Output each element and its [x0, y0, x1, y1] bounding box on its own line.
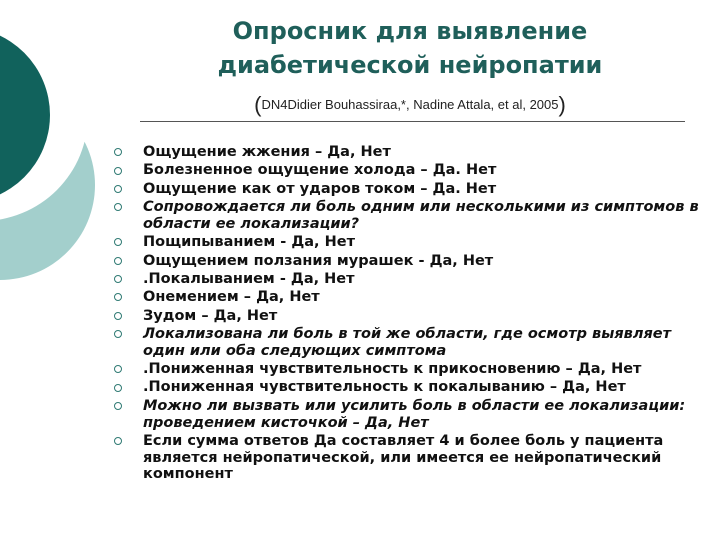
circle-bullet-icon [114, 402, 122, 410]
list-item: .Пониженная чувствительность к прикосновению – Да, Нет [110, 361, 710, 378]
decorative-corner-shapes [0, 0, 120, 300]
circle-bullet-icon [114, 437, 122, 445]
citation-open-paren: ( [254, 92, 262, 117]
list-item: Ощущение жжения – Да, Нет [110, 144, 710, 161]
circle-bullet-icon [114, 185, 122, 193]
list-item: Пощипыванием - Да, Нет [110, 234, 710, 251]
circle-bullet-icon [114, 312, 122, 320]
title-divider [140, 121, 685, 122]
list-item: Зудом – Да, Нет [110, 308, 710, 325]
citation-text: DN4Didier Bouhassiraa,*, Nadine Attala, et al, 2005 [261, 97, 559, 112]
list-item: Онемением – Да, Нет [110, 289, 710, 306]
list-item-summary: Если сумма ответов Да составляет 4 и более боль у пациента является нейропатической, или имеется ее нейропатический компонент [110, 433, 710, 483]
questionnaire-list [110, 144, 710, 485]
list-item: Ощущение как от ударов током – Да. Нет [110, 181, 710, 198]
list-item-question: Сопровождается ли боль одним или несколькими из симптомов в области ее локализации? [110, 199, 710, 233]
circle-bullet-icon [114, 203, 122, 211]
title-block [140, 14, 680, 118]
circle-bullet-icon [114, 384, 122, 392]
circle-bullet-icon [114, 330, 122, 338]
list-item: Болезненное ощущение холода – Да. Нет [110, 162, 710, 179]
circle-bullet-icon [114, 238, 122, 246]
circle-bullet-icon [114, 257, 122, 265]
list-item-question: Локализована ли боль в той же области, где осмотр выявляет один или оба следующих симптома [110, 326, 710, 360]
list-item: Ощущением ползания мурашек - Да, Нет [110, 253, 710, 270]
title-line-1: Опросник для выявление [232, 17, 588, 45]
circle-bullet-icon [114, 167, 122, 175]
list-item: .Покалыванием - Да, Нет [110, 271, 710, 288]
circle-bullet-icon [114, 148, 122, 156]
circle-bullet-icon [114, 293, 122, 301]
citation-close-paren: ) [558, 92, 566, 117]
circle-bullet-icon [114, 275, 122, 283]
citation [140, 92, 680, 118]
title-line-2: диабетической нейропатии [217, 51, 603, 79]
list-item: .Пониженная чувствительность к покалыванию – Да, Нет [110, 379, 710, 396]
circle-bullet-icon [114, 365, 122, 373]
list-item-question: Можно ли вызвать или усилить боль в области ее локализации: проведением кисточкой – Да, Нет [110, 398, 710, 432]
